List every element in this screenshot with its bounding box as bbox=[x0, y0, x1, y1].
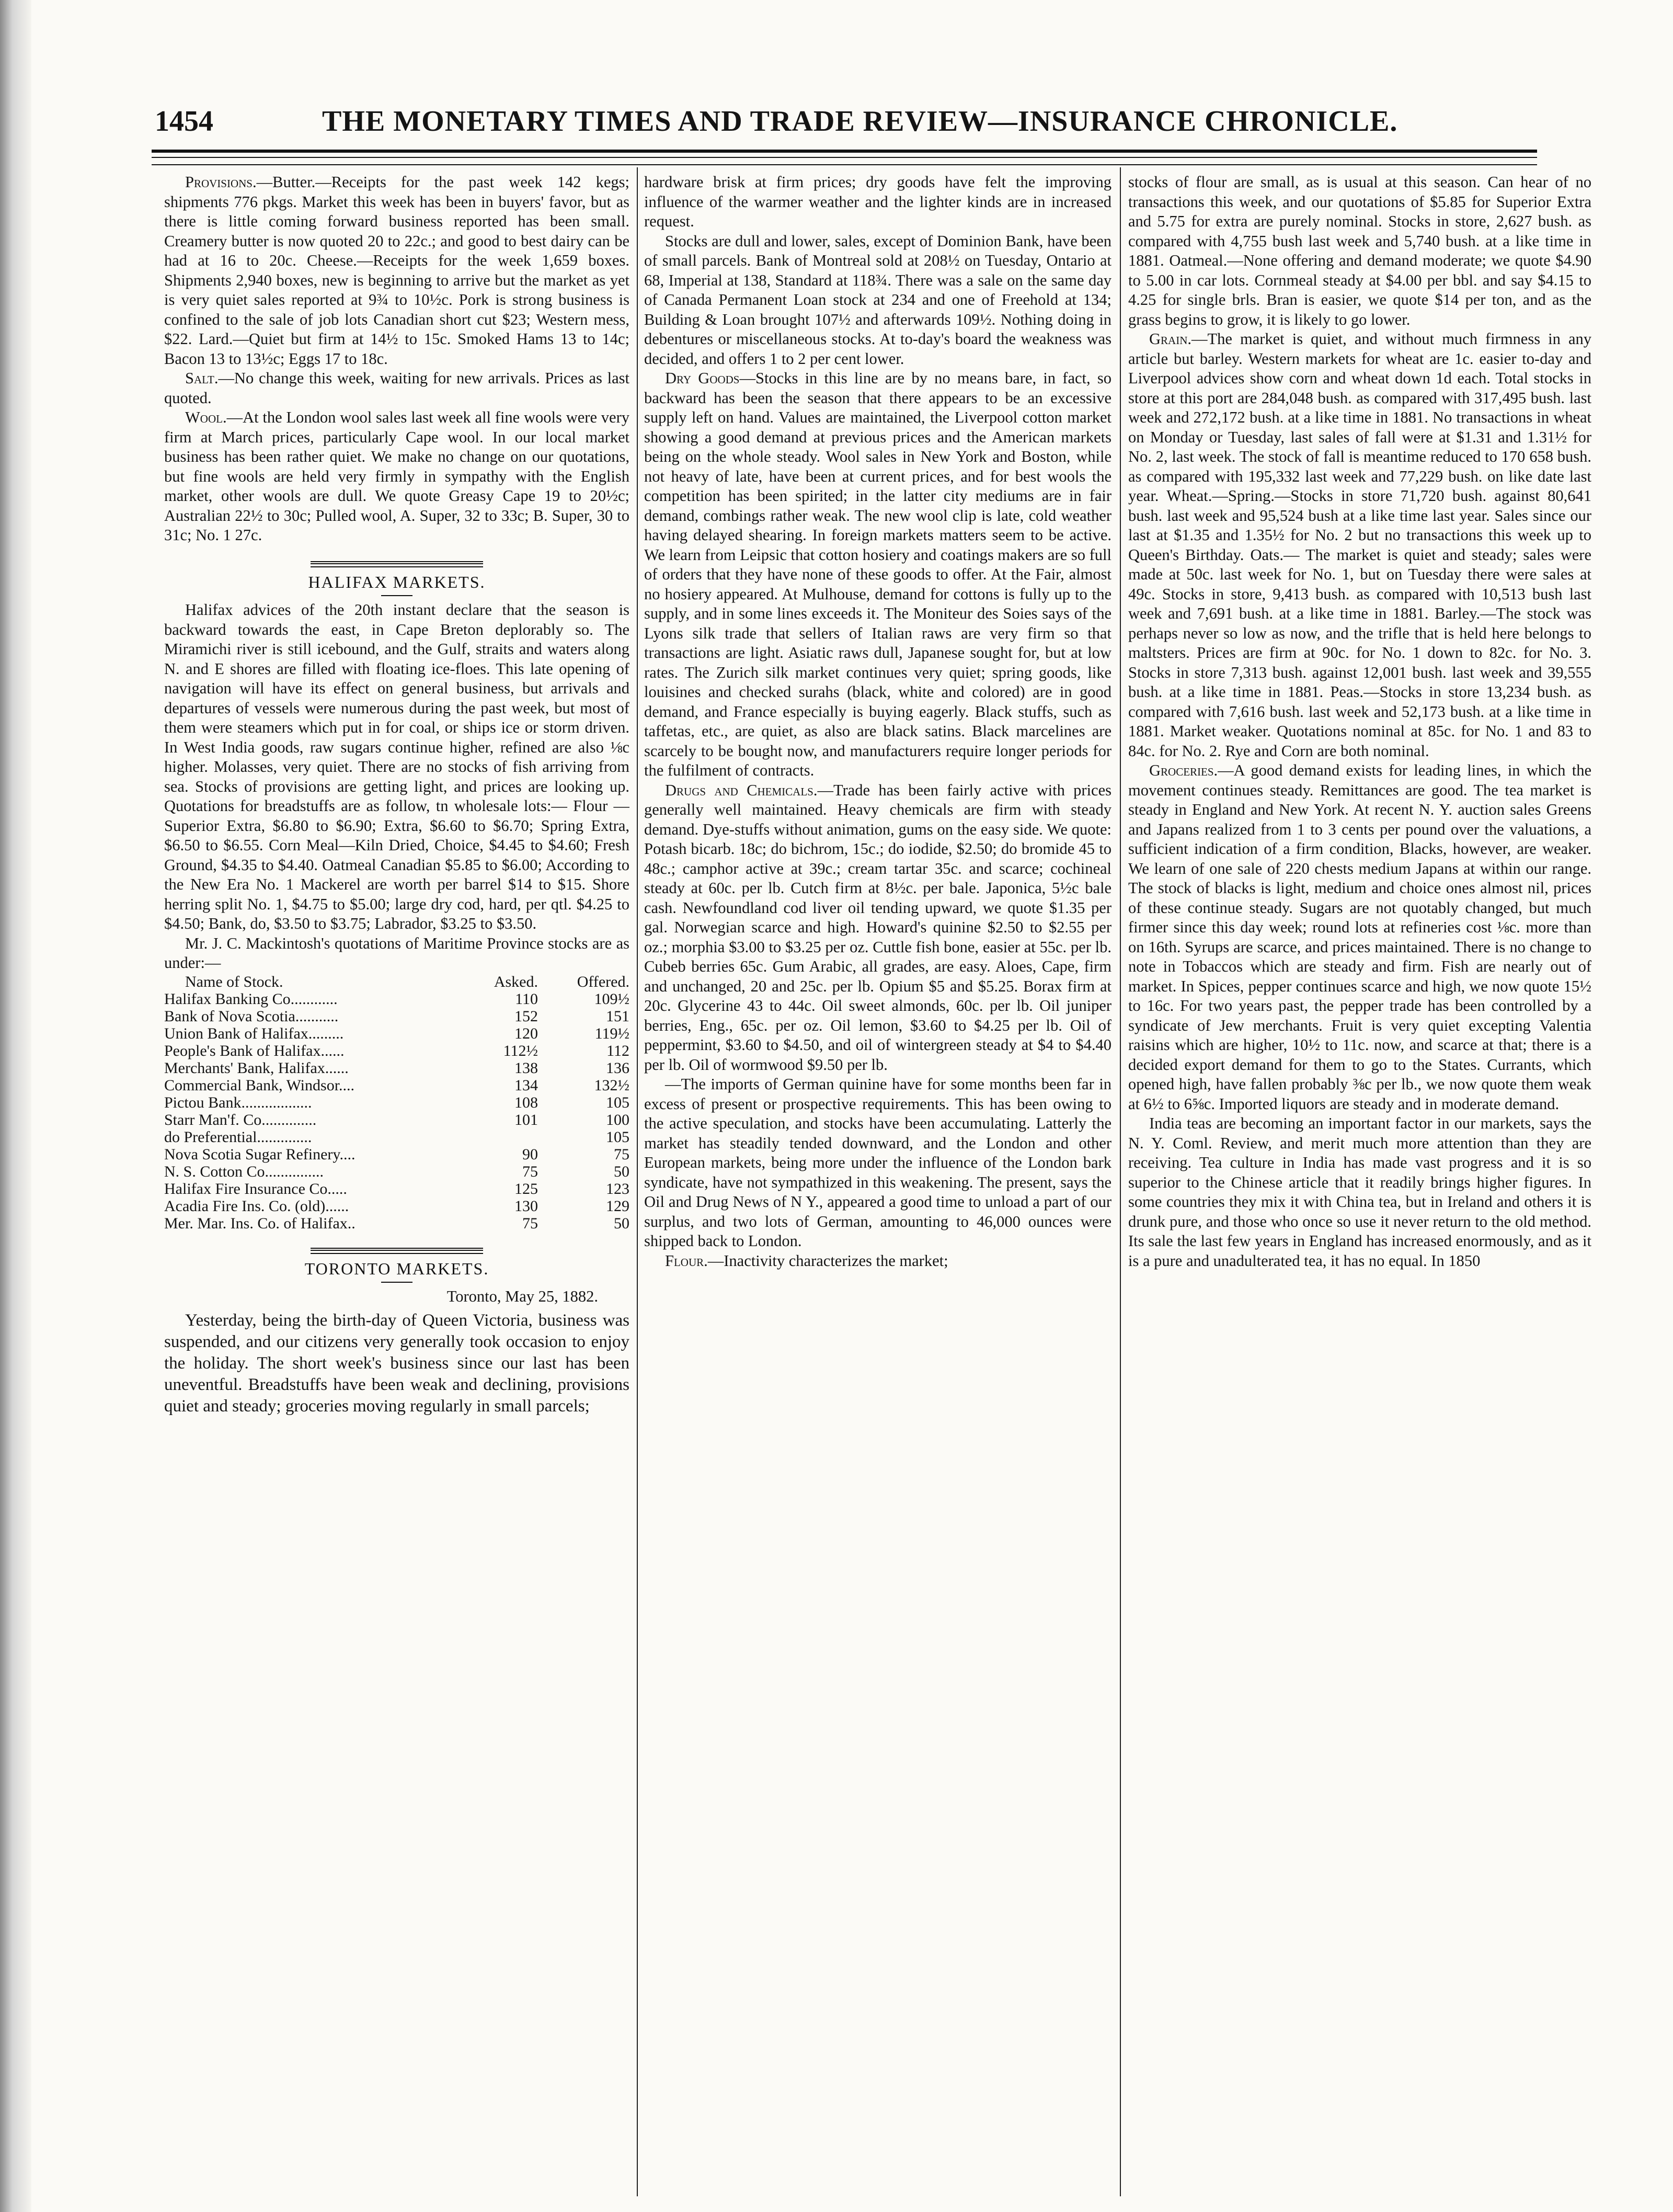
table-header-name: Name of Stock. bbox=[185, 973, 283, 990]
toronto-paragraph: Yesterday, being the birth-day of Queen Victoria, business was suspended, and our citizens very generally took occasion to enjoy the holiday. The short week's business since our last has been uneventful. Breadstuffs have been weak and declining, provisions quiet and steady; groceries moving regularly in small parcels; bbox=[164, 1310, 629, 1416]
flour-text: —Inactivity characterizes the market; bbox=[707, 1251, 948, 1270]
table-row bbox=[164, 1198, 629, 1215]
drugs-lead: Drugs and Chemicals. bbox=[665, 781, 818, 799]
stock-name-cell: Pictou Bank.................. bbox=[164, 1093, 312, 1111]
dry-goods-text: —Stocks in this line are by no means bare, in fact, so backward has been the season that there appears to be an excessive supply left on hand. Values are maintained, the Liverpool cotton market showing a good demand at previous prices and the American markets being on the whole steady. Wool sales in New York and Boston, while not heavy of late, have been at current prices, and for best wools the competition has been spirited; in the latter city mediums are in fair demand, combings rather weak. The new wool clip is late, cold weather having delayed shearing. In foreign markets matters seem to be active. We learn from Leipsic that cotton hosiery and coatings makers are so full of orders that they have none of these goods to offer. At the Fair, almost no hosiery appeared. At Mulhouse, demand for cottons is fully up to the supply, and in some lines exceeds it. The Moniteur des Soies says of the Lyons silk trade that sellers of Italian raws are very firm so that transactions are light. Asiatic raws dull, Japanese sought for, but at low rates. The Zurich silk market continues very quiet; spring goods, like louisines and checked surahs (black, white and colored) are in good demand, and France especially is buying eagerly. Black stuffs, such as taffetas, etc., are quiet, as also are black satins. Black marcelines are scarcely to be bought now, and manufacturers require longer periods for the fulfilment of contracts. bbox=[644, 369, 1111, 779]
asked-cell: 101 bbox=[514, 1111, 538, 1128]
grain-paragraph bbox=[1128, 329, 1591, 761]
table-row bbox=[164, 1077, 629, 1094]
stock-name-cell: Starr Man'f. Co.............. bbox=[164, 1111, 317, 1128]
provisions-text: —Butter.—Receipts for the past week 142 kegs; shipments 776 pkgs. Market this week has been in buyers' favor, but as there is little coming forward business reported has been small. Creamery butter is now quoted 20 to 22c.; and good to best dairy can be had at 16 to 20c. Cheese.—Receipts for the week 1,659 boxes. Shipments 2,940 boxes, new is beginning to arrive but the market as yet is very quiet sales reported at 9¾ to 10½c. Pork is strong business is confined to the sale of job lots Canadian short cut $23; Western mess, $22. Lard.—Quiet but firm at 14½ to 15c. Smoked Hams 13 to 14c; Bacon 13 to 13½c; Eggs 17 to 18c. bbox=[164, 173, 629, 368]
stock-name-cell: Merchants' Bank, Halifax...... bbox=[164, 1059, 349, 1077]
column-divider-1 bbox=[637, 167, 638, 2196]
heading-underline-2 bbox=[381, 1282, 412, 1283]
table-header-row bbox=[164, 973, 629, 990]
asked-cell: 152 bbox=[514, 1007, 538, 1025]
table-row bbox=[164, 1163, 629, 1180]
maritime-stocks-table bbox=[164, 973, 629, 1232]
stock-name-cell: Halifax Fire Insurance Co..... bbox=[164, 1180, 347, 1198]
page-header bbox=[155, 105, 1535, 152]
halifax-paragraph: Halifax advices of the 20th instant declare that the season is backward towards the east, in Cape Breton deplorably so. The Miramichi river is still icebound, and the Gulf, straits and waters along N. and E shores are filled with floating ice-floes. This late opening of navigation will have its effect on general business, but arrivals and departures of vessels were numerous during the past week, but most of them were steamers which put in for coal, or ships ice or storm driven. In West India goods, raw sugars continue higher, refined are also ⅛c higher. Molasses, very quiet. There are no stocks of fish arriving from sea. Stocks of provisions are getting light, and prices are looking up. Quotations for breadstuffs are as follow, tn wholesale lots:— Flour — Superior Extra, $6.80 to $6.90; Extra, $6.60 to $6.70; Spring Extra, $6.50 to $6.55. Corn Meal—Kiln Dried, Choice, $4.45 to $4.60; Fresh Ground, $4.35 to $4.40. Oatmeal Canadian $5.85 to $6.00; According to the New Era No. 1 Mackerel are worth per barrel $14 to $15. Shore herring split No. 1, $4.75 to $5.00; large dry cod, hard, per qtl. $4.25 to $4.50; Bank, do, $3.50 to $3.75; Labrador, $3.25 to $3.50. bbox=[164, 601, 629, 932]
halifax-heading: HALIFAX MARKETS. bbox=[308, 572, 486, 591]
asked-cell: 134 bbox=[514, 1076, 538, 1094]
wool-text: —At the London wool sales last week all fine wools were very firm at March prices, particularly Cape wool. In our local market business has been rather quiet. We make no change on our quotations, but fine wools are held very firmly in sympathy with the English market, other wools are dull. We quote Greasy Cape 19 to 20½c; Australian 22½ to 30c; Pulled wool, A. Super, 32 to 33c; B. Super, 30 to 31c; No. 1 27c. bbox=[164, 408, 629, 544]
stock-name-cell: Commercial Bank, Windsor.... bbox=[164, 1076, 355, 1094]
asked-cell: 75 bbox=[522, 1162, 538, 1180]
table-row bbox=[164, 1146, 629, 1163]
column-1 bbox=[164, 173, 629, 2191]
table-body bbox=[164, 990, 629, 1232]
asked-cell: 138 bbox=[514, 1059, 538, 1077]
table-row bbox=[164, 990, 629, 1008]
offered-cell: 129 bbox=[606, 1197, 629, 1215]
table-row bbox=[164, 1025, 629, 1042]
offered-cell: 100 bbox=[606, 1111, 629, 1128]
stock-name-cell: Mer. Mar. Ins. Co. of Halifax.. bbox=[164, 1214, 356, 1232]
asked-cell: 90 bbox=[522, 1145, 538, 1163]
stock-name-cell: Nova Scotia Sugar Refinery.... bbox=[164, 1145, 356, 1163]
table-row bbox=[164, 1128, 629, 1146]
header-rule bbox=[152, 150, 1537, 153]
india-teas-paragraph: India teas are becoming an important factor in our markets, says the N. Y. Coml. Review, and merit much more attention than they are receiving. Tea culture in India has made vast progress and it is so superior to the Chinese article that it readily brings higher figures. In some countries they mix it with China tea, but in Ireland and others it is drunk pure, and those who once so use it never return to the old method. Its sale the last few years in England has increased enormously, and as it is a pure and unadulterated tea, it has no equal. In 1850 bbox=[1128, 1114, 1591, 1270]
stock-name-cell: Halifax Banking Co............ bbox=[164, 990, 338, 1008]
table-row bbox=[164, 1180, 629, 1198]
section-rule bbox=[311, 561, 483, 567]
dry-goods-lead: Dry Goods bbox=[665, 369, 740, 387]
table-header-offered: Offered. bbox=[577, 973, 629, 990]
salt-paragraph bbox=[164, 369, 629, 408]
wool-paragraph bbox=[164, 408, 629, 545]
provisions-lead: Provisions. bbox=[185, 173, 257, 191]
flour-paragraph bbox=[644, 1251, 1111, 1271]
stock-name-cell: N. S. Cotton Co............... bbox=[164, 1162, 324, 1180]
offered-cell: 151 bbox=[606, 1007, 629, 1025]
flour-continued-paragraph: stocks of flour are small, as is usual at this season. Can hear of no transactions this week, and our quotations of $5.85 for Superior Extra and 5.75 for extra are purely nominal. Stocks in store, 2,627 bush. as compared with 4,755 bush last week and 5,740 bush. at a like time in 1881. Oatmeal.—None offering and demand moderate; we quote $4.90 to 5.00 in car lots. Cornmeal steady at $4.00 per bbl. and say $4.15 to 4.25 for single brls. Bran is easier, we quote $14 per ton, and as the grass begins to grow, it is likely to go lower. bbox=[1128, 173, 1591, 328]
asked-cell: 110 bbox=[515, 990, 538, 1008]
toronto-heading: TORONTO MARKETS. bbox=[304, 1259, 489, 1278]
salt-text: —No change this week, waiting for new arrivals. Prices as last quoted. bbox=[164, 369, 629, 407]
table-row bbox=[164, 1042, 629, 1059]
masthead-title: THE MONETARY TIMES AND TRADE REVIEW—INSURANCE CHRONICLE. bbox=[322, 105, 1398, 138]
table-row bbox=[164, 1008, 629, 1025]
offered-cell: 123 bbox=[606, 1180, 629, 1198]
asked-cell: 120 bbox=[514, 1024, 538, 1042]
table-header-asked: Asked. bbox=[494, 973, 538, 990]
offered-cell: 105 bbox=[606, 1093, 629, 1111]
flour-lead: Flour. bbox=[665, 1251, 708, 1270]
stock-name-cell: Bank of Nova Scotia........... bbox=[164, 1007, 339, 1025]
page-number: 1454 bbox=[155, 105, 213, 138]
quinine-paragraph: —The imports of German quinine have for some months been far in excess of present or prospective requirements. This has been owing to the active speculation, and stocks have been accumulating. Latterly the market has steadily tended downward, and the London and other European markets, being more under the influence of the London bark syndicate, have not sympathized in this weakening. The present, says the Oil and Drug News of N Y., appeared a good time to unload a part of our surplus, and two lots of German, amounting to 46,000 ounces were shipped back to London. bbox=[644, 1075, 1111, 1250]
hardware-paragraph: hardware brisk at firm prices; dry goods have felt the improving influence of the warmer weather and the lighter kinds are in increased request. bbox=[644, 173, 1111, 230]
drugs-paragraph bbox=[644, 781, 1111, 1075]
mackintosh-paragraph: Mr. J. C. Mackintosh's quotations of Maritime Province stocks are as under:— bbox=[164, 934, 629, 972]
asked-cell: 75 bbox=[522, 1214, 538, 1232]
offered-cell: 105 bbox=[606, 1128, 629, 1146]
wool-lead: Wool. bbox=[185, 408, 227, 426]
scan-binding-edge bbox=[0, 0, 31, 2212]
heading-underline bbox=[381, 595, 412, 596]
stock-name-cell: Acadia Fire Ins. Co. (old)...... bbox=[164, 1197, 349, 1215]
header-rule-thin-2 bbox=[152, 164, 1537, 165]
provisions-paragraph bbox=[164, 173, 629, 369]
grain-lead: Grain. bbox=[1149, 330, 1191, 348]
offered-cell: 112 bbox=[606, 1042, 629, 1059]
offered-cell: 119½ bbox=[594, 1024, 629, 1042]
asked-cell: 112½ bbox=[503, 1042, 538, 1059]
offered-cell: 75 bbox=[614, 1145, 629, 1163]
table-row bbox=[164, 1111, 629, 1128]
offered-cell: 50 bbox=[614, 1214, 629, 1232]
stock-name-cell: People's Bank of Halifax...... bbox=[164, 1042, 345, 1059]
groceries-lead: Groceries. bbox=[1149, 761, 1218, 779]
offered-cell: 109½ bbox=[594, 990, 629, 1008]
salt-lead: Salt. bbox=[185, 369, 219, 387]
stock-name-cell: do Preferential.............. bbox=[164, 1128, 312, 1146]
offered-cell: 136 bbox=[606, 1059, 629, 1077]
column-divider-2 bbox=[1120, 167, 1121, 2196]
grain-text: —The market is quiet, and without much firmness in any article but barley. Western markets for wheat are 1c. easier to-day and Liverpool advices show corn and wheat down 1d each. Total stocks in store at this port are 284,048 bush. as compared with 317,495 bush. last week and 272,172 bush. at a like time in 1881. No transactions in wheat on Monday or Tuesday, last sales of fall were at $1.31 and 1.31½ for No. 2, last week. The stock of fall is meantime reduced to 170 658 bush. as compared with 195,332 last week and 77,229 bush. on like date last year. Wheat.—Spring.—Stocks in store 71,720 bush. against 80,641 bush. last week and 95,524 bush at a like time last year. Sales since our last at $1.35 and 1.35½ for No. 2 but no transactions this week up to Queen's Birthday. Oats.— The market is quiet and steady; sales were made at 50c. last week for No. 1, but on Tuesday there were sales at 49c. Stocks in store, 9,413 bush. as compared with 10,513 bush last week and 7,691 bush. at a like time in 1881. Barley.—The stock was perhaps never so low as now, and the trifle that is held here belongs to maltsters. Prices are firm at 90c. for No. 1 down to 82c. for No. 3. Stocks in store 7,313 bush. against 12,001 bush. last week and 39,555 bush. at a like time in 1881. Peas.—Stocks in store 13,234 bush. as compared with 7,616 bush. last week and 52,173 bush. at a like time in 1881. Market weaker. Quotations nominal at 85c. for No. 1 and 83 to 84c. for No. 2. Rye and Corn are both nominal. bbox=[1128, 330, 1591, 760]
header-rule-thin bbox=[152, 157, 1537, 158]
groceries-text: —A good demand exists for leading lines, in which the movement continues steady. Remittances are good. The tea market is steady in England and New York. At recent N. Y. auction sales Greens and Japans realized from 1 to 3 cents per pound over the valuations, a sufficient indication of a firm condition, Blacks, however, are weaker. We learn of one sale of 220 chests medium Japans at within our range. The stock of blacks is light, medium and choice ones almost nil, prices of these continue steady. Sugars are not quotably changed, but much firmer since this day week; round lots at refineries cost ⅛c. more than on 16th. Syrups are scarce, and prices maintained. There is no change to note in Tobaccos which are steady and firm. Fish are nearly out of market. In Spices, pepper continues scarce and high, we now quote 15½ to 16c. For two years past, the pepper trade has been controlled by a syndicate of Jew merchants. Fruit is very quiet excepting Valentia raisins which are higher, 10½ to 11c. now, and scarce at that; there is a decided export demand for them to go to the States. Currants, which opened high, have fallen probably ⅜c per lb., we now quote them weak at 6½ to 6⅝c. Imported liquors are steady and in moderate demand. bbox=[1128, 761, 1591, 1113]
stock-name-cell: Union Bank of Halifax......... bbox=[164, 1024, 344, 1042]
column-2 bbox=[644, 173, 1111, 2191]
section-rule-2 bbox=[311, 1248, 483, 1254]
offered-cell: 50 bbox=[614, 1162, 629, 1180]
groceries-paragraph bbox=[1128, 761, 1591, 1114]
drugs-text: —Trade has been fairly active with prices generally well maintained. Heavy chemicals are firm with steady demand. Dye-stuffs without animation, gums on the easy side. We quote: Potash bicarb. 18c; do bichrom, 15c.; do iodide, $2.50; do bromide 45 to 48c.; camphor active at 39c.; cream tartar 35c. and scarce; cochineal steady at 60c. per lb. Cutch firm at 8½c. per bale. Japonica, 5½c bale cash. Newfoundland cod liver oil tending upward, we quote $1.35 per gal. Norwegian scarce and high. Howard's quinine $2.50 to $2.55 per oz.; morphia $3.00 to $3.25 per oz. Cuttle fish bone, easier at 55c. per lb. Cubeb berries 65c. Gum Arabic, all grades, are easy. Aloes, Cape, firm and unchanged, 20 and 25c. per lb. Opium $5 and $5.25. Borax firm at 20c. Glycerine 43 to 44c. Oil sweet almonds, 60c. per lb. Oil juniper berries, Eng., 65c. per oz. Oil lemon, $3.60 to $4.25 per lb. Oil of peppermint, $3.60 to $4.50, and oil of wintergreen steady at $4 to $4.40 per lb. Oil of wormwood $9.50 per lb. bbox=[644, 781, 1111, 1074]
asked-cell: 130 bbox=[514, 1197, 538, 1215]
asked-cell: 125 bbox=[514, 1180, 538, 1198]
table-row bbox=[164, 1215, 629, 1232]
asked-cell: 108 bbox=[514, 1093, 538, 1111]
column-3 bbox=[1128, 173, 1591, 2191]
asked-cell bbox=[464, 1128, 547, 1146]
table-row bbox=[164, 1094, 629, 1111]
dry-goods-paragraph bbox=[644, 369, 1111, 781]
table-row bbox=[164, 1059, 629, 1077]
toronto-dateline: Toronto, May 25, 1882. bbox=[446, 1287, 598, 1305]
offered-cell: 132½ bbox=[594, 1076, 629, 1094]
stocks-paragraph: Stocks are dull and lower, sales, except of Dominion Bank, have been of small parcels. Bank of Montreal sold at 208½ on Tuesday, Ontario at 68, Imperial at 138, Standard at 118¾. There was a sale on the same day of Canada Permanent Loan stock at 234 and one of Freehold at 134; Building & Loan brought 107½ and afterwards 109½. Nothing doing in debentures or miscellaneous stocks. At to-day's board the weakness was decided, and offers 1 to 2 per cent lower. bbox=[644, 232, 1111, 368]
